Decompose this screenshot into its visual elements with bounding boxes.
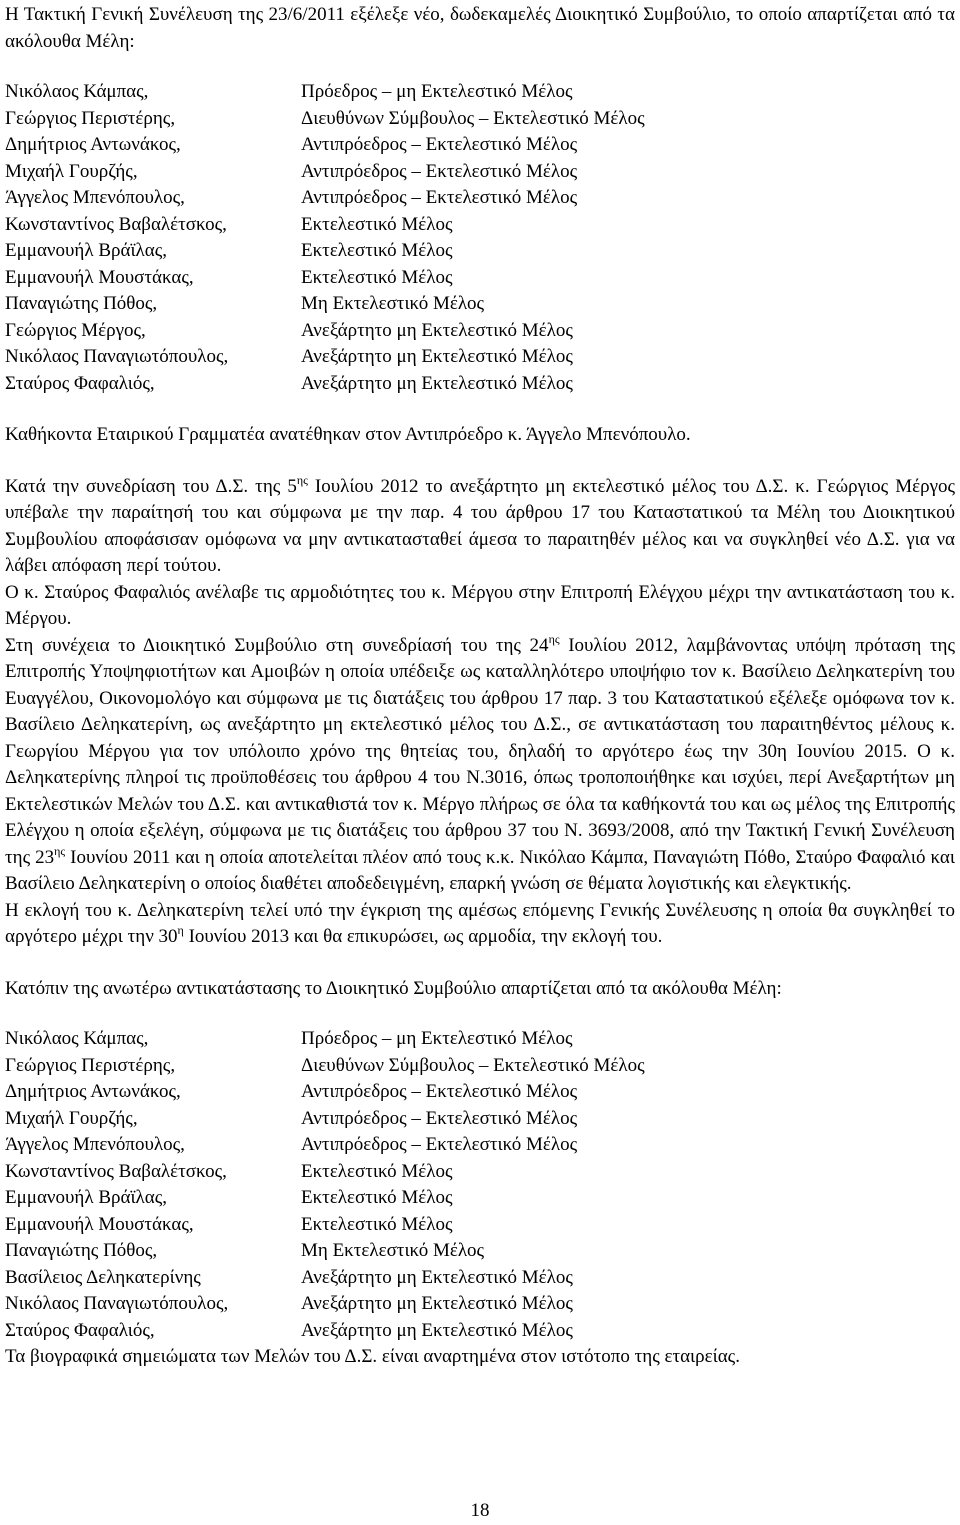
member-name: Άγγελος Μπενόπουλος, — [5, 1134, 185, 1155]
member-role: Μη Εκτελεστικό Μέλος — [301, 1240, 485, 1261]
member-name: Εμμανουήλ Μουστάκας, — [5, 266, 194, 288]
member-role: Αντιπρόεδρος – Εκτελεστικό Μέλος — [301, 1081, 578, 1102]
member-name: Δημήτριος Αντωνάκος, — [5, 134, 181, 155]
member-name: Εμμανουήλ Βράϊλας, — [5, 1187, 167, 1208]
member-role: Αντιπρόεδρος – Εκτελεστικό Μέλος — [301, 134, 578, 155]
member-name: Παναγιώτης Πόθος, — [5, 1240, 158, 1261]
intro-paragraph: Η Τακτική Γενική Συνέλευση της 23/6/2011 εξέλεξε νέο, δωδεκαμελές Διοικητικό Συμβούλιο, το οποίο απαρτίζεται από τα ακόλουθα Μέλη: — [5, 4, 955, 52]
member-name: Σταύρος Φαφαλιός, — [5, 1319, 155, 1341]
member-role: Ανεξάρτητο μη Εκτελεστικό Μέλος — [301, 1266, 573, 1288]
member-role: Μη Εκτελεστικό Μέλος — [301, 293, 485, 314]
member-name: Μιχαήλ Γουρζής, — [5, 160, 138, 182]
document-page — [5, 0, 955, 1371]
member-name: Γεώργιος Μέργος, — [5, 319, 146, 341]
member-name: Δημήτριος Αντωνάκος, — [5, 1081, 181, 1102]
board-list-2011 — [5, 79, 955, 397]
resignation-paragraph: Κατά την συνεδρίαση του Δ.Σ. της $5^{\eta\varsigma}$ Ιουλίου 2012 το ανεξάρτητο μη εκτελεστικό μέλος του Δ.Σ. κ. Γεώργιος Μέργος υπέβαλε την παραίτησή του και σύμφωνα με την παρ. 4 του άρθρου 17 του Καταστατικού τα Μέλη του Διοικητικού Συμβουλίου αποφάσισαν ομόφωνα να μην αντικατασταθεί άμεσα το παραιτηθέν μέλος και να συγκληθεί νέο Δ.Σ. για να λάβει απόφαση περί τούτου. — [5, 472, 955, 576]
member-name: Σταύρος Φαφαλιός, — [5, 372, 155, 394]
fafalios-paragraph: Ο κ. Σταύρος Φαφαλιός ανέλαβε τις αρμοδιότητες του κ. Μέργου στην Επιτροπή Ελέγχου μέχρι την αντικατάσταση του κ. Μέργου. — [5, 581, 955, 629]
member-name: Νικόλαος Κάμπας, — [5, 81, 149, 102]
member-name: Εμμανουήλ Μουστάκας, — [5, 1213, 194, 1235]
member-name: Άγγελος Μπενόπουλος, — [5, 187, 185, 208]
replacement-paragraph: Στη συνέχεια το Διοικητικό Συμβούλιο στη συνεδρίασή του της $24^{\eta\varsigma}$ Ιουλίου 2012, λαμβάνοντας υπόψη πρόταση της Επιτροπής Υποψηφιοτήτων και Αμοιβών η οποία υπέδειξε ως καταλληλότερο υποψήφιο τον κ. Βασίλειο Δεληκατερίνη του Ευαγγέλου, Οικονομολόγο και σύμφωνα με τις διατάξεις του άρθρου 17 παρ. 3 του Καταστατικού εξέλεξε ομόφωνα τον κ. Βασίλειο Δεληκατερίνη, ως ανεξάρτητο μη εκτελεστικό μέλος του Δ.Σ., σε αντικατάσταση του παραιτηθέντος μέλους κ. Γεωργίου Μέργου για τον υπόλοιπο χρόνο της θητείας του, δηλαδή το αργότερο έως την 30η Ιουνίου 2015. Ο κ. Δεληκατερίνης πληροί τις προϋποθέσεις του άρθρου 4 του Ν.3016, όπως τροποποιήθηκε και ισχύει, περί Ανεξαρτήτων μη Εκτελεστικών Μελών του Δ.Σ. και αντικαθιστά τον κ. Μέργο πλήρως σε όλα τα καθήκοντά του και ως μέλος της Επιτροπής Ελέγχου η οποία εξελέγη, σύμφωνα με τις διατάξεις του άρθρου 37 του Ν. 3693/2008, από την Τακτική Γενική Συνέλευση της $23^{\eta\varsigma}$ Ιουνίου 2011 και η οποία αποτελείται πλέον από τους κ.κ. Νικόλαο Κάμπα, Παναγιώτη Πόθο, Σταύρο Φαφαλιό και Βασίλειο Δεληκατερίνη ο οποίος διαθέτει αποδεδειγμένη, επαρκή γνώση σε θέματα λογιστικής και ελεγκτικής. — [5, 631, 955, 894]
member-name: Κωνσταντίνος Βαβαλέτσκος, — [5, 1160, 227, 1182]
member-role: Εκτελεστικό Μέλος — [301, 266, 453, 288]
member-role: Ανεξάρτητο μη Εκτελεστικό Μέλος — [301, 1319, 573, 1341]
member-role: Ανεξάρτητο μη Εκτελεστικό Μέλος — [301, 372, 573, 394]
member-role: Εκτελεστικό Μέλος — [301, 1160, 453, 1182]
member-role: Εκτελεστικό Μέλος — [301, 213, 453, 235]
bios-note: Τα βιογραφικά σημειώματα των Μελών του Δ.Σ. είναι αναρτημένα στον ιστότοπο της εταιρείας. — [5, 1346, 740, 1367]
member-name: Κωνσταντίνος Βαβαλέτσκος, — [5, 213, 227, 235]
member-role: Αντιπρόεδρος – Εκτελεστικό Μέλος — [301, 187, 578, 208]
member-role: Διευθύνων Σύμβουλος – Εκτελεστικό Μέλος — [301, 107, 645, 129]
page-number: 18 — [470, 1500, 490, 1521]
member-name: Εμμανουήλ Βράϊλας, — [5, 240, 167, 261]
member-role: Ανεξάρτητο μη Εκτελεστικό Μέλος — [301, 1293, 573, 1314]
member-name: Νικόλαος Κάμπας, — [5, 1028, 149, 1049]
member-role: Αντιπρόεδρος – Εκτελεστικό Μέλος — [301, 1107, 578, 1129]
member-name: Μιχαήλ Γουρζής, — [5, 1107, 138, 1129]
election-paragraph: Η εκλογή του κ. Δεληκατερίνη τελεί υπό την έγκριση της αμέσως επόμενης Γενικής Συνέλευσης η οποία θα συγκληθεί το αργότερο μέχρι την $30^\eta$ Ιουνίου 2013 και θα επικυρώσει, ως αρμοδία, την εκλογή του. — [5, 899, 955, 947]
member-name: Γεώργιος Περιστέρης, — [5, 1054, 176, 1076]
member-role: Εκτελεστικό Μέλος — [301, 240, 453, 261]
board-list-2012 — [5, 1026, 955, 1344]
member-role: Ανεξάρτητο μη Εκτελεστικό Μέλος — [301, 319, 573, 341]
member-name: Βασίλειος Δεληκατερίνης — [5, 1266, 201, 1288]
member-name: Παναγιώτης Πόθος, — [5, 293, 158, 314]
member-role: Αντιπρόεδρος – Εκτελεστικό Μέλος — [301, 1134, 578, 1155]
member-role: Εκτελεστικό Μέλος — [301, 1213, 453, 1235]
member-name: Γεώργιος Περιστέρης, — [5, 107, 176, 129]
member-role: Αντιπρόεδρος – Εκτελεστικό Μέλος — [301, 160, 578, 182]
member-role: Ανεξάρτητο μη Εκτελεστικό Μέλος — [301, 346, 573, 367]
member-role: Πρόεδρος – μη Εκτελεστικό Μέλος — [301, 81, 573, 102]
after-replacement-intro: Κατόπιν της ανωτέρω αντικατάστασης το Διοικητικό Συμβούλιο απαρτίζεται από τα ακόλουθα Μέλη: — [5, 977, 782, 999]
member-role: Εκτελεστικό Μέλος — [301, 1187, 453, 1208]
member-name: Νικόλαος Παναγιωτόπουλος, — [5, 1293, 229, 1314]
secretary-paragraph: Καθήκοντα Εταιρικού Γραμματέα ανατέθηκαν στον Αντιπρόεδρο κ. Άγγελο Μπενόπουλο. — [5, 424, 691, 445]
member-name: Νικόλαος Παναγιωτόπουλος, — [5, 346, 229, 367]
member-role: Πρόεδρος – μη Εκτελεστικό Μέλος — [301, 1028, 573, 1049]
member-role: Διευθύνων Σύμβουλος – Εκτελεστικό Μέλος — [301, 1054, 645, 1076]
